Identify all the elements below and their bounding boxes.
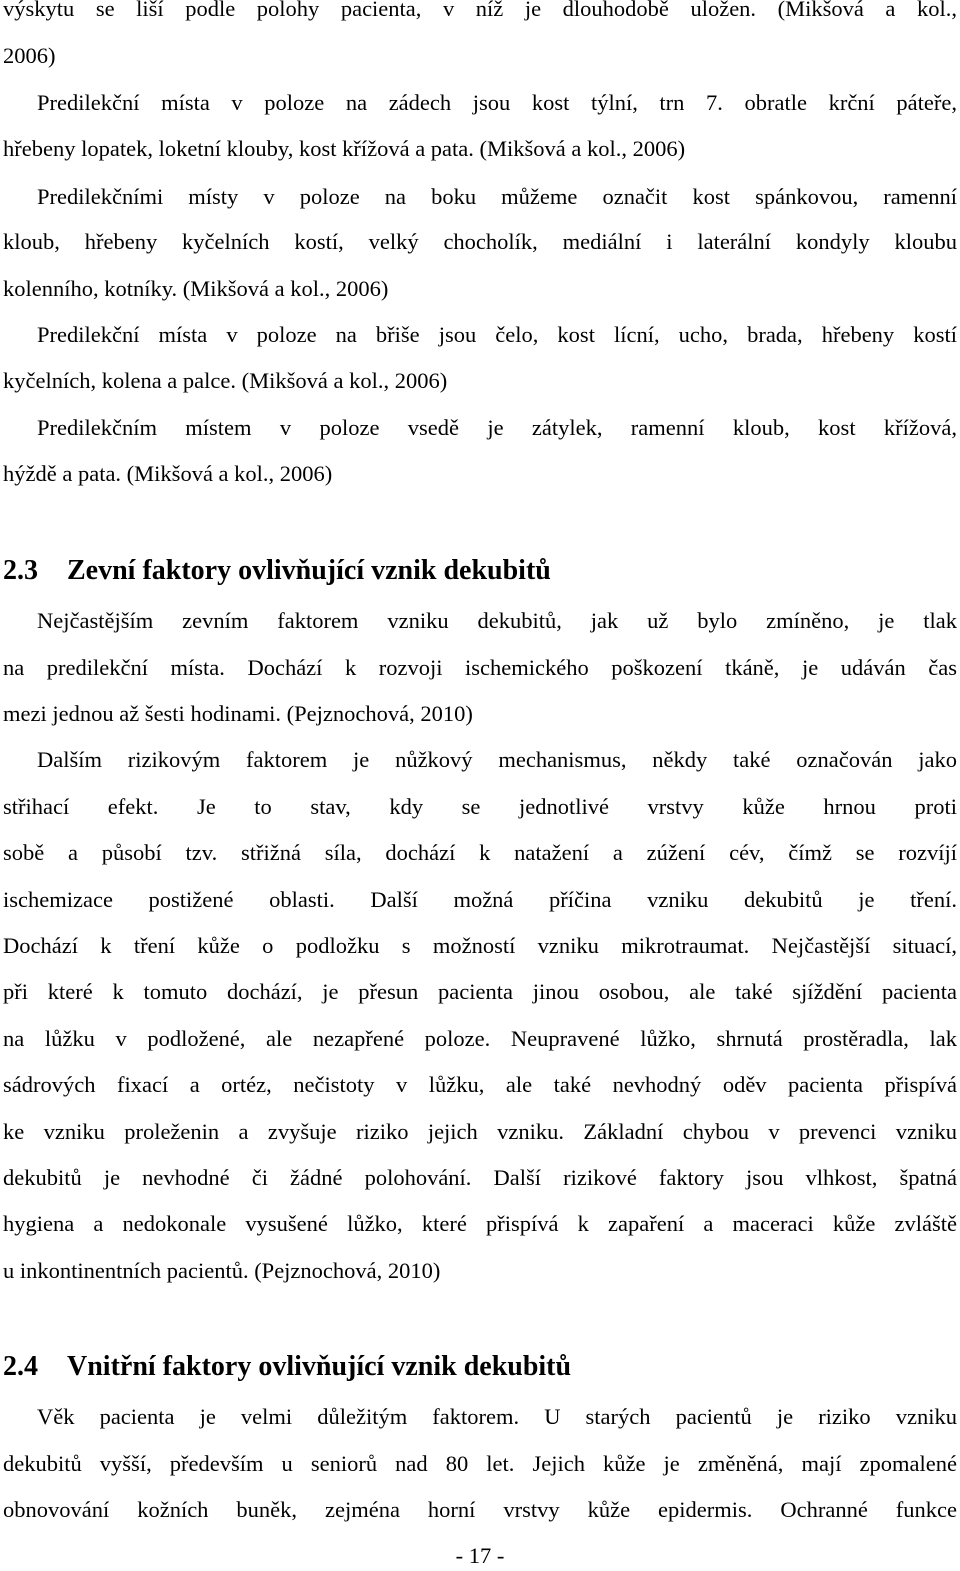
body-text-line: hygiena a nedokonale vysušené lůžko, které přispívá k zapaření a maceraci kůže zvláště [3,1211,957,1236]
body-text-line: 2006) [3,43,56,68]
body-text-line: na predilekční místa. Dochází k rozvoji ischemického poškození tkáně, je udáván čas [3,655,957,680]
body-text-line: Věk pacienta je velmi důležitým faktorem. U starých pacientů je riziko vzniku [37,1404,957,1429]
body-text-line: ke vzniku proleženin a zvyšuje riziko jejich vzniku. Základní chybou v prevenci vzniku [3,1119,957,1144]
body-text-line: sobě a působí tzv. střižná síla, dochází k natažení a zúžení cév, čímž se rozvíjí [3,840,957,865]
body-text-line: Predilekční místa v poloze na zádech jsou kost týlní, trn 7. obratle krční páteře, [37,90,957,115]
body-text-line: Dochází k tření kůže o podložku s možností vzniku mikrotraumat. Nejčastější situací, [3,933,957,958]
body-text-line: ischemizace postižené oblasti. Další možná příčina vzniku dekubitů je tření. [3,887,957,912]
body-text-line: u inkontinentních pacientů. (Pejznochová, 2010) [3,1258,441,1283]
section-number: 2.4 [3,1351,38,1382]
body-text-line: hýždě a pata. (Mikšová a kol., 2006) [3,461,333,486]
body-text-line: střihací efekt. Je to stav, kdy se jednotlivé vrstvy kůže hrnou proti [3,794,957,819]
body-text-line: kloub, hřebeny kyčelních kostí, velký chocholík, mediální i laterální kondyly kloubu [3,229,957,254]
body-text-line: při které k tomuto dochází, je přesun pacienta jinou osobou, ale také sjíždění pacienta [3,979,957,1004]
body-text-line: kyčelních, kolena a palce. (Mikšová a kol., 2006) [3,368,448,393]
body-text-line: dekubitů vyšší, především u seniorů nad 80 let. Jejich kůže je změněná, mají zpomalené [3,1451,957,1476]
section-title: Zevní faktory ovlivňující vznik dekubitů [67,555,551,586]
body-text-line: výskytu se liší podle polohy pacienta, v níž je dlouhodobě uložen. (Mikšová a kol., [3,0,957,21]
body-text-line: Dalším rizikovým faktorem je nůžkový mechanismus, někdy také označován jako [37,747,957,772]
body-text-line: hřebeny lopatek, loketní klouby, kost křížová a pata. (Mikšová a kol., 2006) [3,136,686,161]
body-text-line: kolenního, kotníky. (Mikšová a kol., 2006) [3,276,389,301]
body-text-line: sádrových fixací a ortéz, nečistoty v lůžku, ale také nevhodný oděv pacienta přispívá [3,1072,957,1097]
body-text-line: dekubitů je nevhodné či žádné polohování. Další rizikové faktory jsou vlhkost, špatná [3,1165,957,1190]
section-heading-2-4 [3,1349,571,1385]
body-text-line: Predilekčním místem v poloze vsedě je zátylek, ramenní kloub, kost křížová, [37,415,957,440]
section-number: 2.3 [3,555,38,586]
section-heading-2-3 [3,553,551,589]
body-text-line: obnovování kožních buněk, zejména horní vrstvy kůže epidermis. Ochranné funkce [3,1497,957,1522]
body-text-line: na lůžku v podložené, ale nezapřené poloze. Neupravené lůžko, shrnutá prostěradla, lak [3,1026,957,1051]
body-text-line: Predilekčními místy v poloze na boku můžeme označit kost spánkovou, ramenní [37,184,957,209]
body-text-line: Predilekční místa v poloze na břiše jsou čelo, kost lícní, ucho, brada, hřebeny kostí [37,322,957,347]
section-title: Vnitřní faktory ovlivňující vznik dekubitů [67,1351,572,1382]
body-text-line: Nejčastějším zevním faktorem vzniku dekubitů, jak už bylo zmíněno, je tlak [37,608,957,633]
body-text-line: mezi jednou až šesti hodinami. (Pejznochová, 2010) [3,701,473,726]
page-number: - 17 - [455,1543,505,1568]
